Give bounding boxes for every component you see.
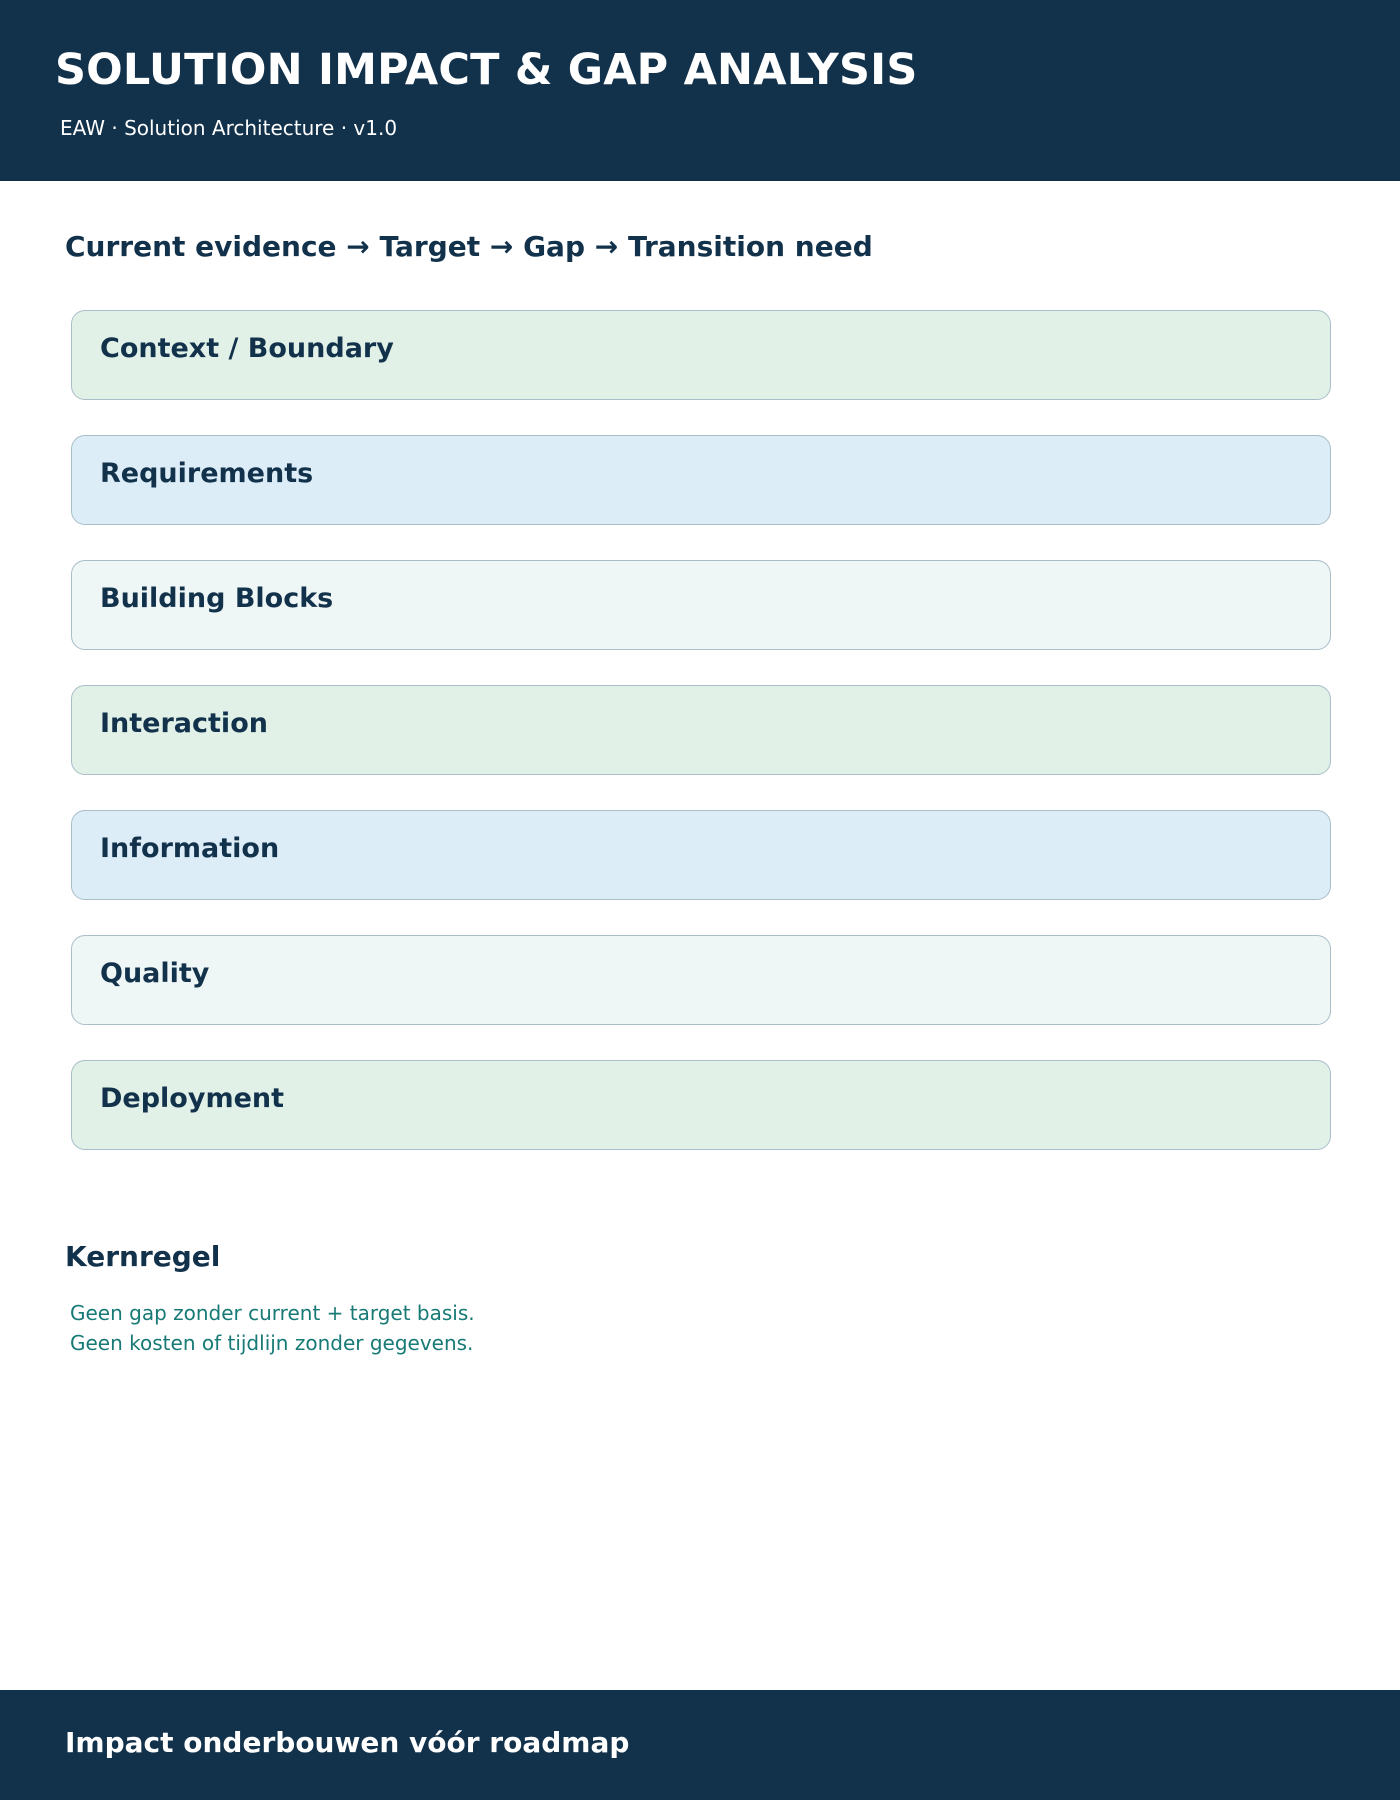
section-card-quality[interactable] bbox=[71, 935, 1331, 1025]
section-label: Information bbox=[100, 833, 280, 864]
section-card-deployment[interactable] bbox=[71, 1060, 1331, 1150]
section-label: Context / Boundary bbox=[100, 333, 394, 364]
core-rule-lines bbox=[70, 1298, 475, 1358]
page-header bbox=[0, 0, 1400, 181]
section-label: Building Blocks bbox=[100, 583, 334, 614]
section-card-context-boundary[interactable] bbox=[71, 310, 1331, 400]
section-label: Requirements bbox=[100, 458, 314, 489]
section-label: Quality bbox=[100, 958, 210, 989]
flow-heading: Current evidence → Target → Gap → Transition need bbox=[65, 230, 873, 263]
page-subtitle: EAW · Solution Architecture · v1.0 bbox=[60, 116, 398, 140]
section-card-interaction[interactable] bbox=[71, 685, 1331, 775]
core-rule-line: Geen kosten of tijdlijn zonder gegevens. bbox=[70, 1331, 474, 1355]
section-list bbox=[71, 310, 1331, 1150]
section-label: Interaction bbox=[100, 708, 268, 739]
page-footer bbox=[0, 1690, 1400, 1800]
footer-text: Impact onderbouwen vóór roadmap bbox=[65, 1726, 630, 1759]
core-rule-heading: Kernregel bbox=[65, 1240, 221, 1273]
section-label: Deployment bbox=[100, 1083, 285, 1114]
section-card-information[interactable] bbox=[71, 810, 1331, 900]
page-title: SOLUTION IMPACT & GAP ANALYSIS bbox=[55, 45, 918, 95]
core-rule-line: Geen gap zonder current + target basis. bbox=[70, 1301, 475, 1325]
section-card-requirements[interactable] bbox=[71, 435, 1331, 525]
section-card-building-blocks[interactable] bbox=[71, 560, 1331, 650]
